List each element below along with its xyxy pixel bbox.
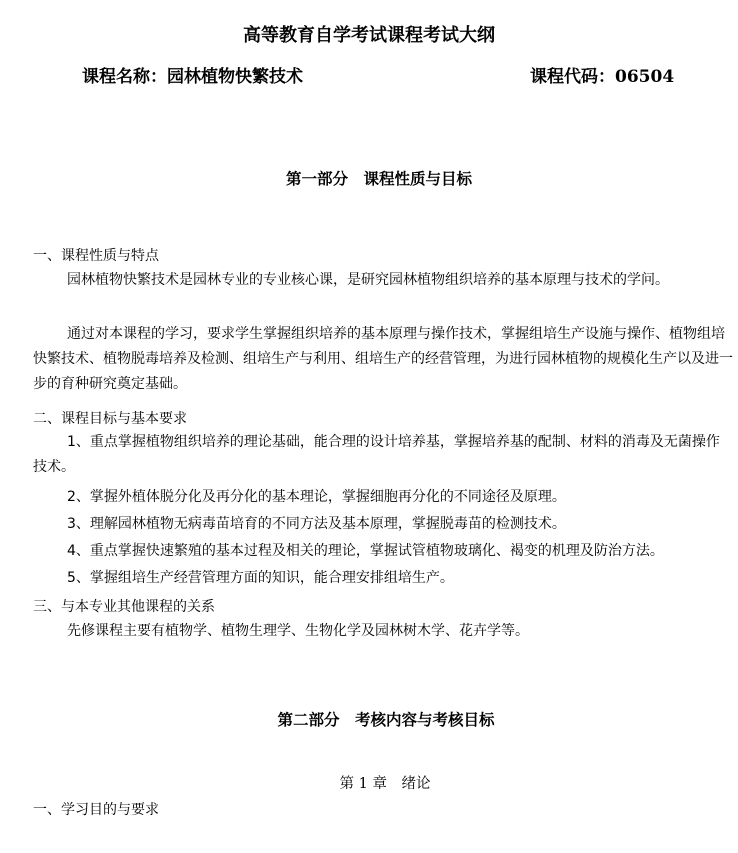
goal-item-2: 2、掌握外植体脱分化及再分化的基本理论，掌握细胞再分化的不同途径及原理。 bbox=[67, 489, 566, 505]
part1-title: 第一部分 课程性质与目标 bbox=[285, 169, 472, 188]
goal-item-1: 1、重点掌握植物组织培养的理论基础，能合理的设计培养基，掌握培养基的配制、材料的消毒及无菌操作技术。 bbox=[33, 434, 720, 475]
section3-heading: 三、与本专业其他课程的关系 bbox=[33, 599, 215, 615]
part2-title: 第二部分 考核内容与考核目标 bbox=[277, 710, 495, 729]
course-code: 课程代码：06504 bbox=[530, 67, 675, 87]
goal-item-5: 5、掌握组培生产经营管理方面的知识，能合理安排组培生产。 bbox=[67, 570, 454, 586]
section2-heading: 二、课程目标与基本要求 bbox=[33, 411, 187, 427]
section1-paragraph-1: 园林植物快繁技术是园林专业的专业核心课，是研究园林植物组织培养的基本原理与技术的学问。 bbox=[67, 272, 669, 288]
chapter1-section1-heading: 一、学习目的与要求 bbox=[33, 802, 159, 818]
document-title: 高等教育自学考试课程考试大纲 bbox=[243, 25, 495, 46]
section1-heading: 一、课程性质与特点 bbox=[33, 248, 159, 264]
course-name: 课程名称：园林植物快繁技术 bbox=[82, 67, 303, 87]
section1-paragraph-2: 通过对本课程的学习，要求学生掌握组织培养的基本原理与操作技术，掌握组培生产设施与操作、植物组培快繁技术、植物脱毒培养及检测、组培生产与利用、组培生产的经营管理，为进行园林植物的规模化生产以及进一步的育种研究奠定基础。 bbox=[33, 326, 733, 392]
chapter1-title: 第 1 章 绪论 bbox=[339, 776, 431, 792]
goal-item-3: 3、理解园林植物无病毒苗培育的不同方法及基本原理，掌握脱毒苗的检测技术。 bbox=[67, 516, 566, 532]
goal-item-4: 4、重点掌握快速繁殖的基本过程及相关的理论，掌握试管植物玻璃化、褐变的机理及防治方法。 bbox=[67, 543, 664, 559]
section3-paragraph: 先修课程主要有植物学、植物生理学、生物化学及园林树木学、花卉学等。 bbox=[67, 623, 529, 639]
